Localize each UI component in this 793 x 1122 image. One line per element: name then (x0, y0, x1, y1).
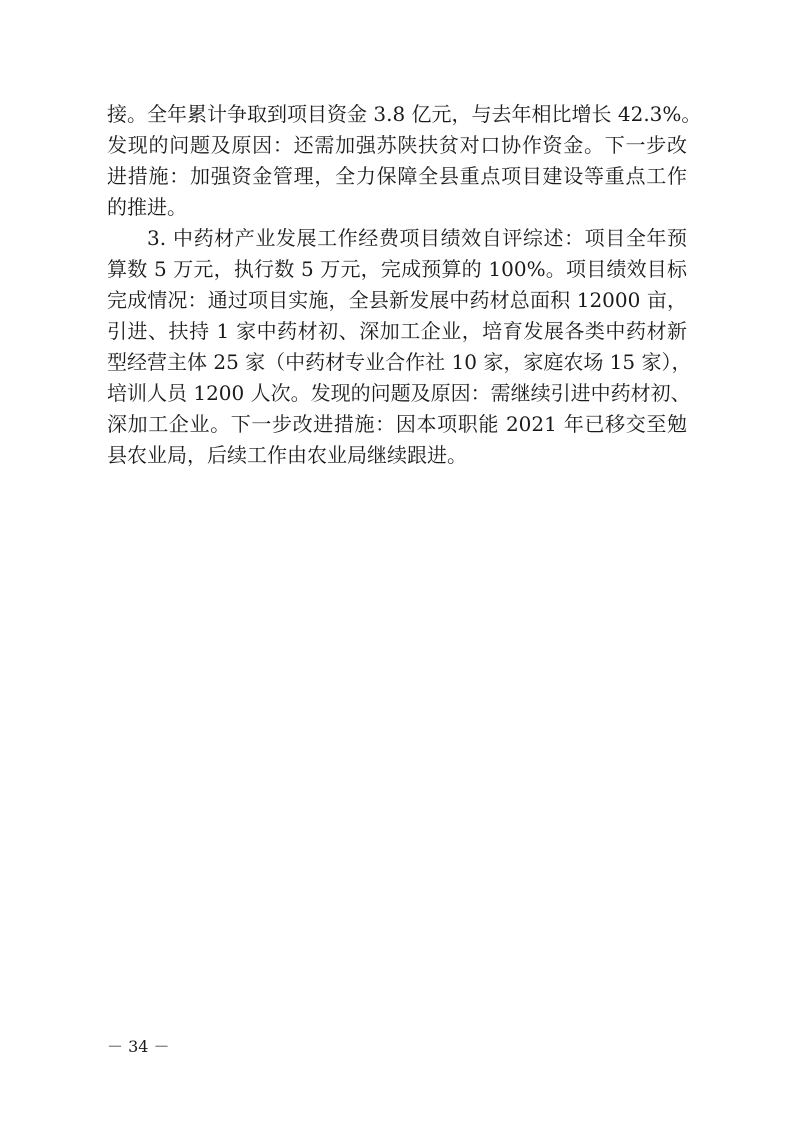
text-line: 算数 5 万元，执行数 5 万元，完成预算的 100%。项目绩效目标 (107, 257, 687, 281)
paragraph-1 (107, 99, 702, 223)
page-number: － 34 － (107, 1037, 170, 1056)
text-line: 县农业局，后续工作由农业局继续跟进。 (107, 443, 467, 467)
paragraph-2 (107, 223, 692, 471)
document-body (107, 99, 702, 471)
text-line: 发现的问题及原因：还需加强苏陕扶贫对口协作资金。下一步改 (107, 133, 687, 157)
text-line: 接。全年累计争取到项目资金 3.8 亿元，与去年相比增长 42.3%。 (107, 102, 702, 126)
text-line: 完成情况：通过项目实施，全县新发展中药材总面积 12000 亩， (107, 288, 687, 312)
text-line: 深加工企业。下一步改进措施：因本项职能 2021 年已移交至勉 (107, 412, 687, 436)
text-line: 引进、扶持 1 家中药材初、深加工企业，培育发展各类中药材新 (107, 319, 687, 343)
text-line: 型经营主体 25 家（中药材专业合作社 10 家，家庭农场 15 家）， (107, 350, 692, 374)
text-line: 的推进。 (107, 195, 187, 219)
text-line: 3. 中药材产业发展工作经费项目绩效自评综述：项目全年预 (147, 226, 687, 250)
text-line: 进措施：加强资金管理，全力保障全县重点项目建设等重点工作 (107, 164, 687, 188)
text-line: 培训人员 1200 人次。发现的问题及原因：需继续引进中药材初、 (107, 381, 691, 405)
